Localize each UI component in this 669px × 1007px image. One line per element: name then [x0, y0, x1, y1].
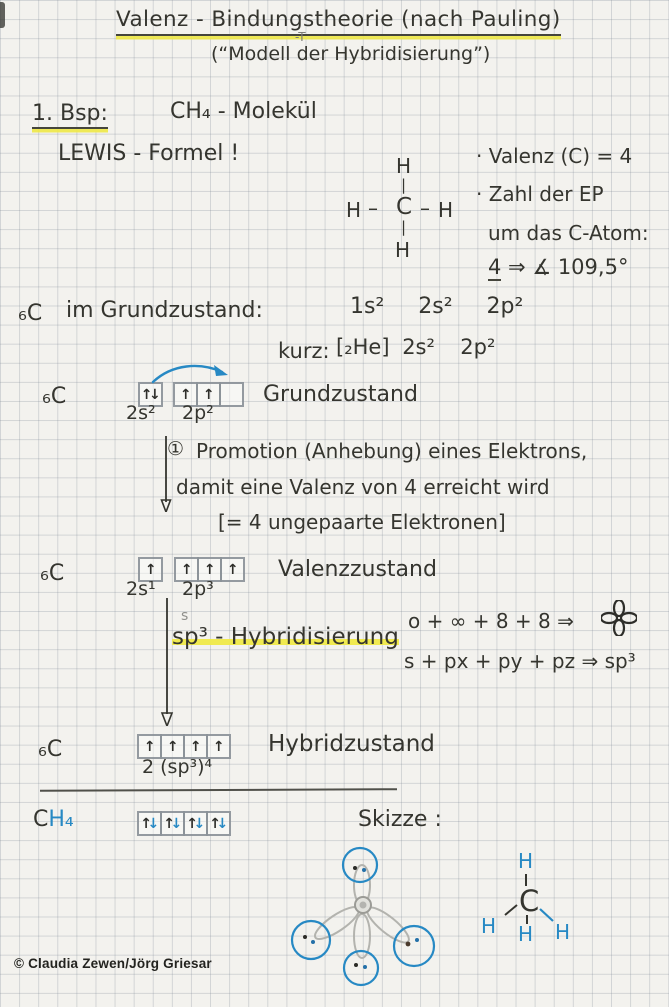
orbital-label-2s: 2s¹ [126, 578, 156, 600]
lewis-c-center: C [396, 194, 413, 220]
title-correction: -T [295, 30, 306, 44]
note-valence: · Valenz (C) = 4 [476, 144, 633, 168]
element-symbol: ₆C [38, 737, 63, 762]
electron-arrows: ↑ [180, 561, 190, 578]
electron-arrows: ↑ [143, 738, 153, 755]
electron-arrows: ↑ [226, 561, 236, 578]
hybridisation-label: sp³ - Hybridisierung [172, 624, 399, 650]
electron-arrows: ↑ [203, 561, 213, 578]
electron-arrows: ↑ [212, 738, 222, 755]
lewis-bond-right: – [420, 196, 430, 220]
orbital-box [206, 811, 231, 836]
note-ep-count: · Zahl der EP [476, 182, 604, 206]
note-ep-count-2: um das C-Atom: [488, 221, 649, 245]
lewis-h-left: H [346, 198, 362, 222]
sketch-h-top: H [518, 849, 534, 873]
ch4-c: C [33, 807, 49, 832]
electron-arrows: ↑ [202, 386, 212, 403]
page-title: Valenz - Bindungstheorie (nach Pauling) [116, 9, 561, 36]
orbital-label-2p: 2p³ [182, 578, 214, 600]
electron-arrow-up: ↑ [209, 815, 218, 832]
short-config: [₂He] 2s² 2p² [336, 335, 496, 359]
state-label: Hybridzustand [268, 731, 435, 757]
electron-configuration: 1s² 2s² 2p² [350, 294, 524, 319]
electron-arrow-up: ↑ [186, 815, 195, 832]
lewis-h-top: H [396, 154, 412, 178]
ground-state-text: im Grundzustand: [66, 298, 263, 323]
element-symbol: ₆C [18, 301, 43, 326]
note-angle-rest: ⇒ ∡ 109,5° [501, 255, 629, 279]
electron-arrows: ↑ [166, 738, 176, 755]
lewis-h-right: H [438, 198, 454, 222]
element-symbol: ₆C [40, 561, 65, 586]
note-angle [488, 256, 628, 278]
orbital-box-group-ch4 [137, 811, 231, 836]
pencil-note: s [181, 608, 189, 624]
section-divider [40, 788, 397, 792]
electron-arrow-up: ↑ [140, 815, 149, 832]
ch4-h4: H₄ [48, 807, 74, 832]
electron-arrows: ↑↓ [140, 386, 158, 403]
orbital-label-2p: 2p² [182, 402, 214, 424]
promotion-arrow-icon [148, 360, 236, 386]
lewis-bond-left: – [368, 196, 378, 220]
orbital-box [137, 811, 162, 836]
electron-arrows: ↑ [179, 386, 189, 403]
hybridisation-arrow-icon [160, 598, 176, 726]
lewis-h-bottom: H [395, 238, 411, 262]
step-number-icon: ① [167, 438, 185, 460]
sketch-h-right: H [555, 920, 571, 944]
sp3-orbital-lobes-sketch [278, 843, 458, 1007]
electron-arrow-down: ↓ [170, 815, 179, 832]
sketch-heading: Skizze : [358, 807, 442, 832]
example-molecule: CH₄ - Molekül [170, 99, 317, 124]
sketch-h-bottom: H [518, 922, 534, 946]
promotion-line3: [= 4 ungepaarte Elektronen] [218, 510, 506, 534]
ch4-formula [33, 808, 74, 831]
electron-arrow-down: ↓ [193, 815, 202, 832]
element-symbol: ₆C [42, 384, 67, 409]
electron-arrows: ↑ [144, 561, 154, 578]
scan-edge-artifact [0, 2, 5, 28]
sketch-h-left: H [481, 914, 497, 938]
orbital-box [160, 811, 185, 836]
orbital-box [183, 811, 208, 836]
promotion-line1: Promotion (Anhebung) eines Elektrons, [196, 439, 588, 463]
four-lobe-clover-icon [601, 600, 637, 636]
lewis-structure [340, 152, 460, 267]
copyright-notice: © Claudia Zewen/Jörg Griesar [14, 956, 212, 971]
electron-arrows: ↑ [189, 738, 199, 755]
lewis-bond-bottom: | [401, 218, 407, 236]
orbital-sum: o + ∞ + 8 + 8 ⇒ [408, 609, 574, 633]
state-label: Valenzzustand [278, 557, 437, 582]
page-subtitle: (“Modell der Hybridisierung”) [211, 43, 491, 65]
lewis-heading: LEWIS - Formel ! [58, 141, 240, 166]
electron-arrow-up: ↑ [163, 815, 172, 832]
short-config-label: kurz: [278, 339, 330, 363]
orbital-formula: s + px + py + pz ⇒ sp³ [404, 649, 636, 673]
orbital-label-2s: 2s² [126, 402, 156, 424]
central-atom-core [360, 902, 367, 909]
promotion-line2: damit eine Valenz von 4 erreicht wird [176, 475, 550, 499]
lewis-bond-top: | [401, 176, 407, 194]
methane-structure-sketch [468, 845, 608, 955]
state-label: Grundzustand [263, 382, 418, 407]
orbital-box [220, 557, 245, 582]
electron-arrow-down: ↓ [147, 815, 156, 832]
note-angle-number: 4 [488, 255, 502, 279]
sketch-c-center: C [519, 884, 540, 918]
orbital-label-sp3: 2 (sp³)⁴ [142, 756, 213, 778]
example-number: 1. Bsp: [32, 102, 108, 129]
electron-arrow-down: ↓ [216, 815, 225, 832]
